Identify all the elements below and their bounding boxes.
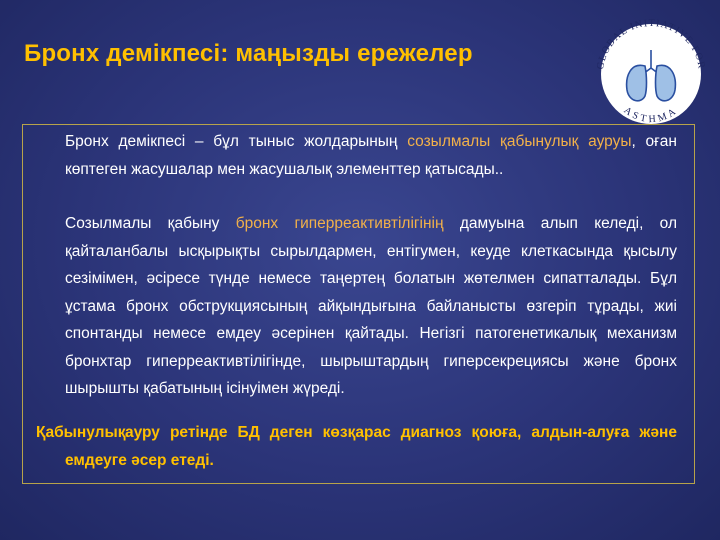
gina-logo bbox=[585, 10, 717, 130]
p2-text-b: дамуына алып келеді, ол қайталанбалы ысқырықты сырылдармен, ентігумен, кеуде клеткасында қысылу сезімімен, әсіресе түнде немесе таңертең болатын жөтелмен сипатталады. Бұл ұстама бронх обструкциясының айқындығына байланысты өзгеріп тұрады, жиі спонтанды немесе емдеу әсерінен қайтады. Негізгі патогенетикалық механизм бронхтар гиперреактивтілігінде, шырыштардың гиперсекрециясы және бронх шырышты қабатының ісінуімен жүреді. bbox=[65, 215, 677, 397]
logo-arc-top-text: GLOBAL INITIATIVE FOR bbox=[595, 17, 707, 71]
p3-lead-word: Қабынулық bbox=[36, 424, 126, 441]
p1-text-b: , оған көптеген жасушалар мен жасушалық элементтер қатысады.. bbox=[65, 133, 677, 178]
p1-highlight: созылмалы қабынулық ауруы bbox=[407, 133, 632, 150]
paragraph-mechanism bbox=[65, 210, 677, 403]
p3-text: ауру ретінде БД деген көзқарас диагноз қоюға, алдын-алуға және емдеуге әсер етеді. bbox=[65, 424, 677, 469]
logo-arc-bottom-text: ASTHMA bbox=[621, 104, 681, 126]
p2-highlight: бронх гиперреактивтілігінің bbox=[235, 215, 444, 232]
paragraph-definition bbox=[65, 128, 677, 183]
p2-text-a: Созылмалы қабыну bbox=[65, 215, 236, 232]
p1-text-a: Бронх демікпесі – бұл тыныс жолдарының bbox=[65, 133, 408, 150]
slide-title: Бронх демікпесі: маңызды ережелер bbox=[24, 40, 473, 67]
paragraph-conclusion bbox=[65, 419, 677, 474]
